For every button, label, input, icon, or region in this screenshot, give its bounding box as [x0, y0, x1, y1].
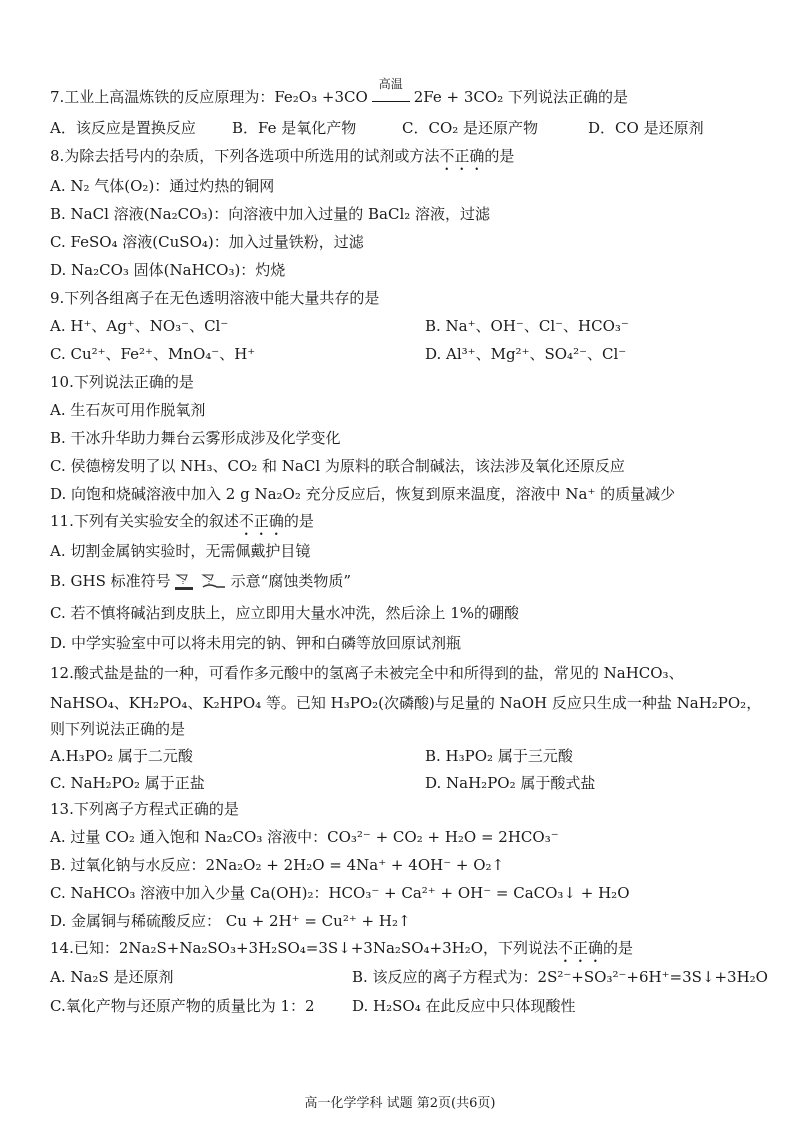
q12-option-a: A.H₃PO₂ 属于二元酸: [50, 747, 193, 765]
q13-option-c: C. NaHCO₃ 溶液中加入少量 Ca(OH)₂：HCO₃⁻ + Ca²⁺ + OH⁻ = CaCO₃↓ + H₂O: [50, 884, 630, 902]
q9-option-a: A. H⁺、Ag⁺、NO₃⁻、Cl⁻: [50, 317, 229, 335]
q7-option-a: A．该反应是置换反应: [50, 119, 196, 137]
q10-option-b: B. 干冰升华助力舞台云雾形成涉及化学变化: [50, 429, 341, 447]
q11-option-a: A. 切割金属钠实验时，无需佩戴护目镜: [50, 542, 311, 560]
reaction-condition-arrow: [372, 77, 410, 102]
q8-option-c: C. FeSO₄ 溶液(CuSO₄)：加入过量铁粉，过滤: [50, 233, 364, 251]
q11-option-c: C. 若不慎将碱沾到皮肤上，应立即用大量水冲洗，然后涂上 1%的硼酸: [50, 604, 520, 622]
q8-option-b: B. NaCl 溶液(Na₂CO₃)：向溶液中加入过量的 BaCl₂ 溶液，过滤: [50, 205, 491, 223]
q13-option-a: A. 过量 CO₂ 通入饱和 Na₂CO₃ 溶液中：CO₃²⁻ + CO₂ + H₂O = 2HCO₃⁻: [50, 828, 559, 846]
q8-option-a: A. N₂ 气体(O₂)：通过灼热的铜网: [50, 177, 275, 195]
q10-option-c: C. 侯德榜发明了以 NH₃、CO₂ 和 NaCl 为原料的联合制碱法，该法涉及氧化还原反应: [50, 457, 625, 475]
q13-option-d: D. 金属铜与稀硫酸反应： Cu + 2H⁺ = Cu²⁺ + H₂↑: [50, 912, 411, 930]
q12-stem-line-1: 12.酸式盐是盐的一种，可看作多元酸中的氢离子未被完全中和所得到的盐，常见的 NaHCO₃、: [50, 664, 684, 682]
q10-stem: 10.下列说法正确的是: [50, 373, 194, 391]
q14-stem: 14.已知：2Na₂S+Na₂SO₃+3H₂SO₄=3S↓+3Na₂SO₄+3H₂O，下列说法不正确的是: [50, 939, 634, 957]
q14-option-d: D. H₂SO₄ 在此反应中只体现酸性: [352, 997, 576, 1015]
q12-option-d: D. NaH₂PO₂ 属于酸式盐: [425, 774, 596, 792]
q9-option-c: C. Cu²⁺、Fe²⁺、MnO₄⁻、H⁺: [50, 345, 256, 363]
q11-stem: 11.下列有关实验安全的叙述不正确的是: [50, 512, 314, 530]
q12-option-b: B. H₃PO₂ 属于三元酸: [425, 747, 573, 765]
q9-option-b: B. Na⁺、OH⁻、Cl⁻、HCO₃⁻: [425, 317, 629, 335]
q12-stem-line-3: 则下列说法正确的是: [50, 720, 186, 738]
reaction-condition-label: 高温: [378, 77, 403, 91]
q14-emphasis: 不正确: [558, 939, 604, 957]
q12-option-c: C. NaH₂PO₂ 属于正盐: [50, 774, 205, 792]
page-footer: 高一化学学科 试题 第2页(共6页): [304, 1096, 496, 1111]
q14-option-b: B. 该反应的离子方程式为：2S²⁻+SO₃²⁻+6H⁺=3S↓+3H₂O: [352, 968, 768, 986]
q14-option-c: C.氧化产物与还原产物的质量比为 1：2: [50, 997, 315, 1015]
q14-option-a: A. Na₂S 是还原剂: [50, 968, 174, 986]
q11-option-b: B. GHS 标准符号 示意“腐蚀类物质”: [50, 570, 351, 593]
q8-stem: 8.为除去括号内的杂质，下列各选项中所选用的试剂或方法不正确的是: [50, 147, 515, 165]
q12-stem-line-2: NaHSO₄、KH₂PO₄、K₂HPO₄ 等。已知 H₃PO₂(次磷酸)与足量的 NaOH 反应只生成一种盐 NaH₂PO₂，: [50, 694, 762, 712]
q9-option-d: D. Al³⁺、Mg²⁺、SO₄²⁻、Cl⁻: [425, 345, 627, 363]
corrosive-hazard-icon: [173, 571, 229, 593]
q8-emphasis: 不正确: [439, 147, 485, 165]
q11-emphasis: 不正确: [238, 512, 284, 530]
q7-stem: 7.工业上高温炼铁的反应原理为：Fe₂O₃ +3CO 高温 2Fe + 3CO₂ 下列说法正确的是: [50, 86, 628, 108]
q9-stem: 9.下列各组离子在无色透明溶液中能大量共存的是: [50, 289, 380, 307]
q10-option-a: A. 生石灰可用作脱氧剂: [50, 401, 206, 419]
q10-option-d: D. 向饱和烧碱溶液中加入 2 g Na₂O₂ 充分反应后，恢复到原来温度，溶液中 Na⁺ 的质量减少: [50, 485, 676, 503]
q13-option-b: B. 过氧化钠与水反应：2Na₂O₂ + 2H₂O = 4Na⁺ + 4OH⁻ + O₂↑: [50, 856, 505, 874]
q7-option-b: B．Fe 是氧化产物: [232, 119, 357, 137]
q7-option-c: C．CO₂ 是还原产物: [402, 119, 539, 137]
q8-option-d: D. Na₂CO₃ 固体(NaHCO₃)：灼烧: [50, 261, 286, 279]
q13-stem: 13.下列离子方程式正确的是: [50, 800, 239, 818]
q11-option-d: D. 中学实验室中可以将未用完的钠、钾和白磷等放回原试剂瓶: [50, 634, 462, 652]
q7-option-d: D．CO 是还原剂: [588, 119, 704, 137]
